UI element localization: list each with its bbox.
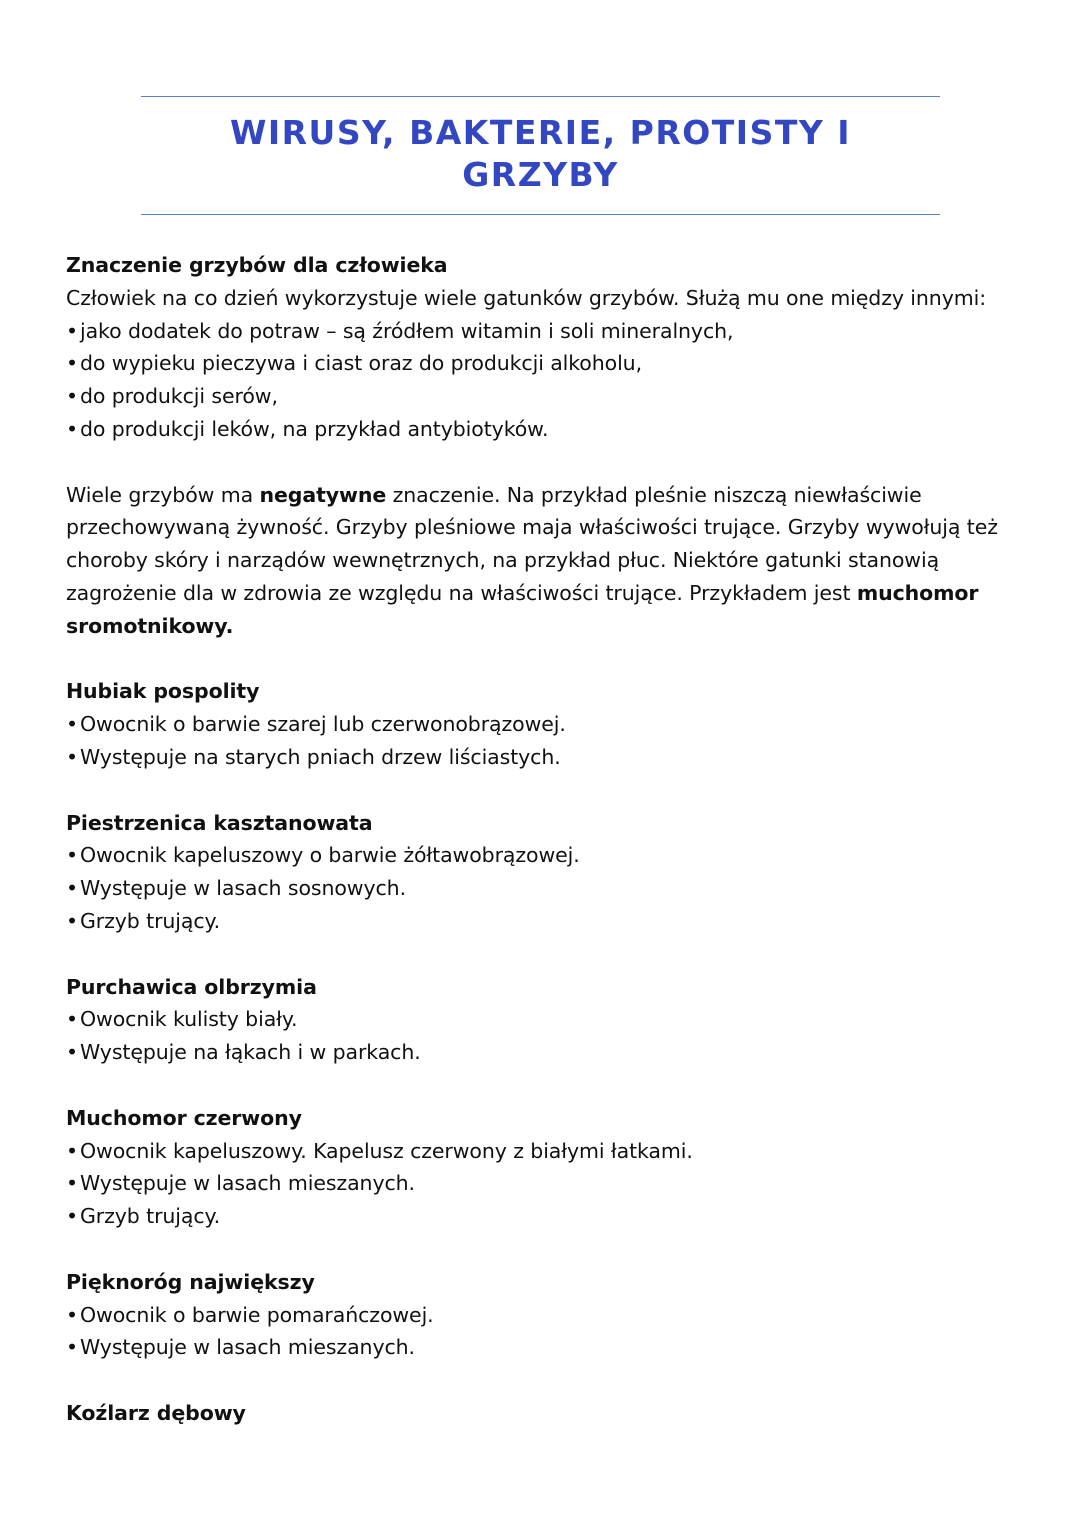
spacer: [66, 1233, 1026, 1266]
list-item-text: Owocnik o barwie szarej lub czerwonobrązowej.: [80, 712, 566, 737]
list-item: [66, 347, 1026, 380]
negative-text-2: znaczenie. Na przykład pleśnie niszczą niewłaściwie przechowywaną żywność. Grzyby pleśniowe maja właściwości trujące. Grzyby wywołują też choroby skóry i narządów wewnętrznych, na przykład płuc. Niektóre gatunki stanowią zagrożenie dla w zdrowia ze względu na właściwości trujące. Przykładem jest: [66, 482, 998, 605]
list-item-text: Owocnik kulisty biały.: [80, 1007, 298, 1032]
list-item-text: Grzyb trujący.: [80, 908, 221, 933]
bullet-icon: •: [66, 1204, 78, 1229]
list-item: [66, 1299, 1026, 1332]
list-item-text: Występuje w lasach mieszanych.: [80, 1335, 415, 1360]
list-item-text: do wypieku pieczywa i ciast oraz do produkcji alkoholu,: [80, 351, 642, 376]
species-section-piestrzenica: [66, 807, 1026, 938]
list-item-text: Grzyb trujący.: [80, 1204, 221, 1229]
intro-section: [66, 249, 1026, 446]
species-heading: Purchawica olbrzymia: [66, 974, 317, 999]
bullet-icon: •: [66, 908, 78, 933]
top-divider: [141, 96, 940, 97]
bullet-icon: •: [66, 1138, 78, 1163]
bullet-icon: •: [66, 416, 78, 441]
negative-bold-1: negatywne: [259, 482, 387, 507]
bullet-icon: •: [66, 1007, 78, 1032]
list-item: [66, 839, 1026, 872]
list-item-text: Występuje w lasach mieszanych.: [80, 1171, 415, 1196]
list-item: [66, 872, 1026, 905]
bullet-icon: •: [66, 384, 78, 409]
species-section-pieknorog: [66, 1266, 1026, 1364]
list-item-text: do produkcji serów,: [80, 384, 278, 409]
species-heading: Pięknoróg największy: [66, 1269, 315, 1294]
negative-bold-2: muchomor sromotnikowy.: [66, 580, 979, 638]
list-item-text: Występuje na starych pniach drzew liściastych.: [80, 744, 561, 769]
list-item-text: Owocnik kapeluszowy o barwie żółtawobrązowej.: [80, 843, 580, 868]
intro-text: Człowiek na co dzień wykorzystuje wiele gatunków grzybów. Służą mu one między innymi:: [66, 285, 986, 310]
spacer: [66, 1069, 1026, 1102]
species-list: [66, 1299, 1026, 1365]
list-item: [66, 413, 1026, 446]
list-item-text: Owocnik kapeluszowy. Kapelusz czerwony z białymi łatkami.: [80, 1138, 693, 1163]
species-heading: Muchomor czerwony: [66, 1105, 302, 1130]
spacer: [66, 774, 1026, 807]
bullet-icon: •: [66, 1171, 78, 1196]
list-item: [66, 380, 1026, 413]
page-title: [141, 112, 940, 196]
species-list: [66, 1003, 1026, 1069]
intro-heading: Znaczenie grzybów dla człowieka: [66, 253, 448, 277]
species-section-muchomor: [66, 1102, 1026, 1233]
list-item: [66, 315, 1026, 348]
intro-list: [66, 315, 1026, 446]
list-item: [66, 1200, 1026, 1233]
bullet-icon: •: [66, 318, 78, 343]
negative-paragraph: [66, 479, 1026, 643]
list-item: [66, 1003, 1026, 1036]
document-body: [66, 249, 1026, 1430]
list-item: [66, 905, 1026, 938]
page-title-line-2: GRZYBY: [462, 155, 619, 194]
species-heading: Koźlarz dębowy: [66, 1400, 246, 1425]
bullet-icon: •: [66, 1302, 78, 1327]
list-item: [66, 1036, 1026, 1069]
spacer: [66, 446, 1026, 479]
list-item-text: do produkcji leków, na przykład antybiotyków.: [80, 416, 549, 441]
list-item: [66, 1331, 1026, 1364]
list-item: [66, 708, 1026, 741]
spacer: [66, 938, 1026, 971]
negative-text-1: Wiele grzybów ma: [66, 482, 260, 507]
bullet-icon: •: [66, 843, 78, 868]
bottom-divider: [141, 214, 940, 215]
bullet-icon: •: [66, 1335, 78, 1360]
list-item-text: Owocnik o barwie pomarańczowej.: [80, 1302, 434, 1327]
species-list: [66, 1135, 1026, 1233]
list-item: [66, 1135, 1026, 1168]
species-list: [66, 708, 1026, 774]
bullet-icon: •: [66, 712, 78, 737]
spacer: [66, 643, 1026, 676]
list-item-text: Występuje w lasach sosnowych.: [80, 876, 406, 901]
bullet-icon: •: [66, 744, 78, 769]
list-item: [66, 1167, 1026, 1200]
species-list: [66, 839, 1026, 937]
spacer: [66, 1364, 1026, 1397]
species-section-kozlarz: [66, 1397, 1026, 1430]
list-item-text: jako dodatek do potraw – są źródłem witamin i soli mineralnych,: [80, 318, 734, 343]
list-item-text: Występuje na łąkach i w parkach.: [80, 1040, 421, 1065]
species-heading: Piestrzenica kasztanowata: [66, 810, 373, 835]
page-title-line-1: WIRUSY, BAKTERIE, PROTISTY I: [229, 113, 852, 152]
bullet-icon: •: [66, 876, 78, 901]
list-item: [66, 741, 1026, 774]
bullet-icon: •: [66, 351, 78, 376]
species-section-purchawica: [66, 971, 1026, 1069]
bullet-icon: •: [66, 1040, 78, 1065]
species-heading: Hubiak pospolity: [66, 679, 260, 704]
species-section-hubiak: [66, 675, 1026, 773]
